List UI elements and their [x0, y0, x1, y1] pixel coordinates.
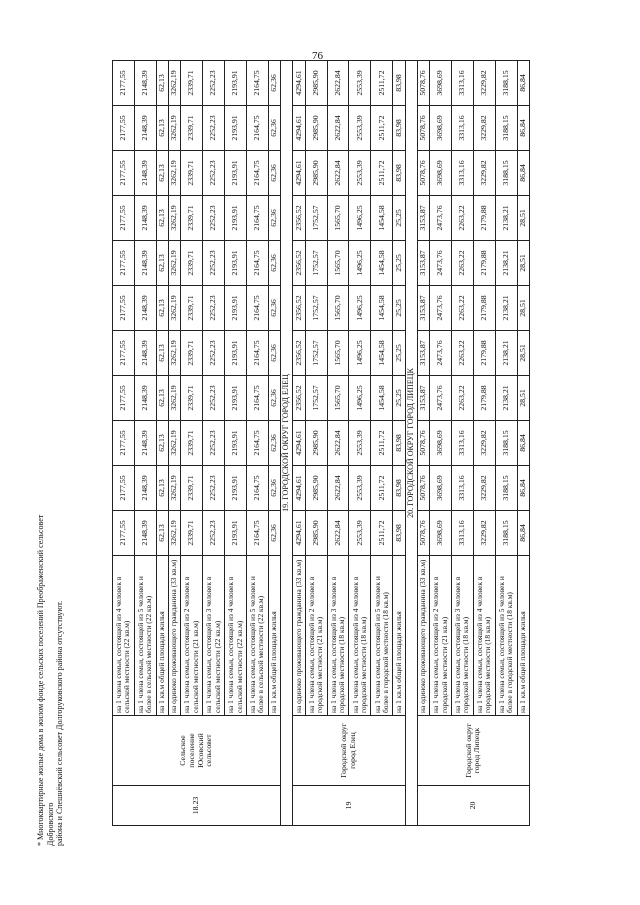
tariff-value-cell: 28,51 [517, 376, 529, 421]
tariff-value-cell: 3262,19 [169, 376, 181, 421]
tariff-value-cell: 1752,57 [305, 376, 327, 421]
tariff-value-cell: 1565,70 [327, 286, 349, 331]
tariff-value-cell: 2252,23 [203, 196, 225, 241]
tariff-value-cell: 2622,84 [327, 511, 349, 556]
tariff-value-cell: 2339,71 [181, 286, 203, 331]
tariff-value-cell: 5078,76 [417, 151, 429, 196]
district-yelets-number: 19 [293, 786, 405, 826]
tariff-value-cell: 62,36 [268, 511, 280, 556]
tariff-value-cell: 3698,69 [430, 106, 452, 151]
tariff-value-cell: 2193,91 [225, 376, 247, 421]
tariff-value-cell: 2177,55 [113, 61, 135, 106]
tariff-value-cell: 1752,57 [305, 241, 327, 286]
tariff-value-cell: 2164,75 [246, 106, 268, 151]
section-title-lipetsk: 20. ГОРОДСКОЙ ОКРУГ ГОРОД ЛИПЕЦК [405, 61, 417, 826]
tariff-value-cell: 2193,91 [225, 331, 247, 376]
tariff-value-cell: 3698,69 [430, 466, 452, 511]
tariff-value-cell: 4294,61 [293, 151, 305, 196]
tariff-value-cell: 1752,57 [305, 196, 327, 241]
tariff-value-cell: 62,13 [156, 106, 168, 151]
table-row [473, 61, 495, 826]
tariff-value-cell: 83,98 [393, 61, 405, 106]
tariff-value-cell: 1454,58 [371, 376, 393, 421]
tariff-value-cell: 83,98 [393, 421, 405, 466]
tariff-value-cell: 2511,72 [371, 421, 393, 466]
section-row [405, 61, 417, 826]
table-row [305, 61, 327, 826]
tariff-value-cell: 2252,23 [203, 61, 225, 106]
tariff-value-cell: 3188,15 [495, 466, 517, 511]
tariff-value-cell: 62,13 [156, 511, 168, 556]
table-row [417, 61, 429, 826]
tariff-value-cell: 62,13 [156, 286, 168, 331]
tariff-value-cell: 4294,61 [293, 61, 305, 106]
tariff-value-cell: 2177,55 [113, 196, 135, 241]
tariff-value-cell: 2164,75 [246, 241, 268, 286]
tariff-value-cell: 62,36 [268, 286, 280, 331]
tariff-value-cell: 2177,55 [113, 151, 135, 196]
tariff-value-cell: 3188,15 [495, 151, 517, 196]
tariff-value-cell: 2356,52 [293, 376, 305, 421]
table-row [134, 61, 156, 826]
tariff-value-cell: 28,51 [517, 286, 529, 331]
table-row [246, 61, 268, 826]
tariff-value-cell: 5078,76 [417, 511, 429, 556]
tariff-value-cell: 1752,57 [305, 286, 327, 331]
row-description: на 1 члена семьи, состоящей из 5 человек и более в сельской местности (22 кв.м) [246, 556, 268, 716]
tariff-value-cell: 2356,52 [293, 331, 305, 376]
table-row [113, 61, 135, 826]
tariff-value-cell: 4294,61 [293, 466, 305, 511]
tariff-value-cell: 4294,61 [293, 106, 305, 151]
row-description: на 1 члена семьи, состоящей из 2 человек в сельской местности (21 кв.м) [181, 556, 203, 716]
tariff-value-cell: 62,13 [156, 466, 168, 511]
tariff-value-cell: 2148,39 [134, 421, 156, 466]
tariff-value-cell: 62,36 [268, 151, 280, 196]
tariff-value-cell: 3262,19 [169, 331, 181, 376]
tariff-value-cell: 3262,19 [169, 421, 181, 466]
tariff-value-cell: 2553,39 [349, 106, 371, 151]
tariff-table [112, 60, 530, 826]
table-row [452, 61, 474, 826]
tariff-value-cell: 86,84 [517, 421, 529, 466]
tariff-value-cell: 62,13 [156, 376, 168, 421]
tariff-value-cell: 3313,16 [452, 61, 474, 106]
tariff-value-cell: 1454,58 [371, 286, 393, 331]
tariff-value-cell: 2138,21 [495, 241, 517, 286]
tariff-value-cell: 3188,15 [495, 106, 517, 151]
tariff-value-cell: 2339,71 [181, 331, 203, 376]
tariff-value-cell: 2339,71 [181, 376, 203, 421]
tariff-value-cell: 2164,75 [246, 376, 268, 421]
tariff-value-cell: 3262,19 [169, 241, 181, 286]
tariff-value-cell: 3153,87 [417, 331, 429, 376]
tariff-value-cell: 2263,22 [452, 331, 474, 376]
tariff-value-cell: 2473,76 [430, 241, 452, 286]
table-row [203, 61, 225, 826]
tariff-value-cell: 62,36 [268, 196, 280, 241]
tariff-value-cell: 25,25 [393, 331, 405, 376]
section-row [281, 61, 293, 826]
tariff-value-cell: 2179,88 [473, 376, 495, 421]
tariff-value-cell: 25,25 [393, 286, 405, 331]
row-description: на одиноко проживающего гражданина (33 кв.м) [293, 556, 305, 716]
tariff-value-cell: 3313,16 [452, 511, 474, 556]
tariff-value-cell: 5078,76 [417, 421, 429, 466]
tariff-value-cell: 86,84 [517, 466, 529, 511]
tariff-value-cell: 1496,25 [349, 196, 371, 241]
tariff-value-cell: 2148,39 [134, 196, 156, 241]
tariff-value-cell: 3698,69 [430, 511, 452, 556]
tariff-value-cell: 28,51 [517, 241, 529, 286]
tariff-value-cell: 2193,91 [225, 151, 247, 196]
tariff-value-cell: 2252,23 [203, 106, 225, 151]
tariff-value-cell: 2252,23 [203, 511, 225, 556]
tariff-value-cell: 2985,90 [305, 61, 327, 106]
tariff-value-cell: 3153,87 [417, 241, 429, 286]
row-description: на 1 кв.м общей площади жилья [393, 556, 405, 716]
table-row [393, 61, 405, 826]
row-description: на 1 члена семьи, состоящей из 3 человек в городской местности (18 кв.м) [327, 556, 349, 716]
tariff-value-cell: 5078,76 [417, 106, 429, 151]
tariff-value-cell: 2985,90 [305, 106, 327, 151]
tariff-value-cell: 2177,55 [113, 241, 135, 286]
tariff-value-cell: 2622,84 [327, 466, 349, 511]
tariff-value-cell: 2339,71 [181, 151, 203, 196]
tariff-value-cell: 2252,23 [203, 376, 225, 421]
tariff-value-cell: 3262,19 [169, 151, 181, 196]
tariff-value-cell: 62,13 [156, 61, 168, 106]
tariff-value-cell: 3188,15 [495, 511, 517, 556]
tariff-value-cell: 3153,87 [417, 286, 429, 331]
tariff-value-cell: 2164,75 [246, 196, 268, 241]
tariff-value-cell: 2263,22 [452, 286, 474, 331]
row-description: на 1 кв.м общей площади жилья [517, 556, 529, 716]
tariff-value-cell: 2985,90 [305, 466, 327, 511]
tariff-value-cell: 2164,75 [246, 331, 268, 376]
tariff-value-cell: 3313,16 [452, 421, 474, 466]
tariff-value-cell: 2252,23 [203, 331, 225, 376]
tariff-value-cell: 2622,84 [327, 61, 349, 106]
tariff-value-cell: 2179,88 [473, 241, 495, 286]
table-row [430, 61, 452, 826]
tariff-value-cell: 2177,55 [113, 106, 135, 151]
tariff-value-cell: 2193,91 [225, 511, 247, 556]
tariff-value-cell: 1565,70 [327, 376, 349, 421]
tariff-value-cell: 2177,55 [113, 466, 135, 511]
table-row [495, 61, 517, 826]
tariff-value-cell: 2339,71 [181, 511, 203, 556]
tariff-value-cell: 62,36 [268, 376, 280, 421]
tariff-value-cell: 2473,76 [430, 376, 452, 421]
table-row [156, 61, 168, 826]
tariff-value-cell: 3153,87 [417, 376, 429, 421]
district-yelets-name: Городской округ город Елец [293, 716, 405, 786]
tariff-value-cell: 2263,22 [452, 196, 474, 241]
row-description: на 1 члена семьи, состоящей из 5 человек и более в городской местности (18 кв.м) [495, 556, 517, 716]
tariff-value-cell: 3262,19 [169, 196, 181, 241]
tariff-value-cell: 2263,22 [452, 376, 474, 421]
tariff-value-cell: 4294,61 [293, 511, 305, 556]
row-description: на 1 кв.м общей площади жилья [268, 556, 280, 716]
row-description: на 1 члена семьи, состоящей из 4 человек в сельской местности (22 кв.м) [113, 556, 135, 716]
tariff-value-cell: 3313,16 [452, 106, 474, 151]
tariff-value-cell: 2148,39 [134, 376, 156, 421]
tariff-value-cell: 62,13 [156, 421, 168, 466]
tariff-value-cell: 2193,91 [225, 466, 247, 511]
tariff-value-cell: 1565,70 [327, 241, 349, 286]
tariff-value-cell: 2252,23 [203, 151, 225, 196]
tariff-value-cell: 2263,22 [452, 241, 474, 286]
row-description: на 1 члена семьи, состоящей из 2 человек в городской местности (21 кв.м) [305, 556, 327, 716]
tariff-value-cell: 2356,52 [293, 196, 305, 241]
tariff-value-cell: 3229,82 [473, 151, 495, 196]
tariff-value-cell: 4294,61 [293, 421, 305, 466]
tariff-value-cell: 2252,23 [203, 286, 225, 331]
tariff-value-cell: 1752,57 [305, 331, 327, 376]
tariff-value-cell: 2511,72 [371, 511, 393, 556]
tariff-value-cell: 2511,72 [371, 106, 393, 151]
footnote-line-1: * Многоквартирные жилые дома в жилом фонде сельских поселений Преображенский сельсовет Добровского [36, 514, 55, 846]
tariff-value-cell: 2193,91 [225, 286, 247, 331]
tariff-value-cell: 2193,91 [225, 61, 247, 106]
table-row [293, 61, 305, 826]
rotated-tariff-table [112, 60, 530, 826]
tariff-value-cell: 3229,82 [473, 511, 495, 556]
tariff-value-cell: 2164,75 [246, 466, 268, 511]
tariff-value-cell: 2177,55 [113, 331, 135, 376]
tariff-value-cell: 2148,39 [134, 151, 156, 196]
tariff-value-cell: 1565,70 [327, 331, 349, 376]
tariff-value-cell: 62,36 [268, 421, 280, 466]
tariff-value-cell: 2164,75 [246, 61, 268, 106]
section-title-yelets: 19. ГОРОДСКОЙ ОКРУГ ГОРОД ЕЛЕЦ [281, 61, 293, 826]
tariff-value-cell: 1454,58 [371, 196, 393, 241]
table-row [327, 61, 349, 826]
tariff-value-cell: 62,36 [268, 241, 280, 286]
row-description: на 1 члена семьи, состоящей из 4 человек в городской местности (18 кв.м) [349, 556, 371, 716]
tariff-value-cell: 3229,82 [473, 61, 495, 106]
tariff-value-cell: 2339,71 [181, 106, 203, 151]
row-description: на 1 кв.м общей площади жилья [156, 556, 168, 716]
tariff-value-cell: 3262,19 [169, 511, 181, 556]
tariff-value-cell: 2164,75 [246, 286, 268, 331]
tariff-value-cell: 2252,23 [203, 241, 225, 286]
row-description: на 1 члена семьи, состоящей из 5 человек и более в сельской местности (22 кв.м) [134, 556, 156, 716]
tariff-value-cell: 62,36 [268, 106, 280, 151]
row-description: на 1 члена семьи, состоящей из 2 человек в городской местности (21 кв.м) [430, 556, 452, 716]
row-description: на 1 члена семьи, состоящей из 4 человек в городской местности (18 кв.м) [473, 556, 495, 716]
tariff-value-cell: 62,13 [156, 241, 168, 286]
tariff-value-cell: 2148,39 [134, 331, 156, 376]
tariff-value-cell: 1454,58 [371, 241, 393, 286]
tariff-value-cell: 2339,71 [181, 241, 203, 286]
row-description: на 1 члена семьи, состоящей из 3 человек в сельской местности (22 кв.м) [203, 556, 225, 716]
tariff-value-cell: 83,98 [393, 106, 405, 151]
tariff-value-cell: 3698,69 [430, 421, 452, 466]
tariff-value-cell: 2339,71 [181, 61, 203, 106]
tariff-value-cell: 2511,72 [371, 151, 393, 196]
tariff-value-cell: 5078,76 [417, 61, 429, 106]
tariff-value-cell: 62,13 [156, 151, 168, 196]
tariff-value-cell: 28,51 [517, 196, 529, 241]
tariff-value-cell: 2177,55 [113, 376, 135, 421]
table-row [517, 61, 529, 826]
tariff-value-cell: 1496,25 [349, 286, 371, 331]
tariff-value-cell: 2138,21 [495, 286, 517, 331]
tariff-value-cell: 3313,16 [452, 151, 474, 196]
tariff-value-cell: 2252,23 [203, 421, 225, 466]
table-row [268, 61, 280, 826]
tariff-value-cell: 2138,21 [495, 196, 517, 241]
tariff-value-cell: 3188,15 [495, 61, 517, 106]
tariff-value-cell: 2622,84 [327, 151, 349, 196]
tariff-value-cell: 2179,88 [473, 196, 495, 241]
tariff-value-cell: 3229,82 [473, 466, 495, 511]
tariff-value-cell: 2177,55 [113, 286, 135, 331]
tariff-value-cell: 3262,19 [169, 286, 181, 331]
row-description: на 1 члена семьи, состоящей из 4 человек в сельской местности (22 кв.м) [225, 556, 247, 716]
tariff-value-cell: 3698,69 [430, 61, 452, 106]
tariff-value-cell: 1496,25 [349, 241, 371, 286]
tariff-value-cell: 2193,91 [225, 241, 247, 286]
tariff-value-cell: 2148,39 [134, 241, 156, 286]
tariff-value-cell: 62,13 [156, 331, 168, 376]
table-row [371, 61, 393, 826]
tariff-value-cell: 3698,69 [430, 151, 452, 196]
footnote-line-2: района и Спешнёвский сельсовет Долгоруковского района отсутствуют. [55, 600, 65, 846]
tariff-value-cell: 2252,23 [203, 466, 225, 511]
tariff-value-cell: 86,84 [517, 61, 529, 106]
tariff-value-cell: 2511,72 [371, 61, 393, 106]
tariff-value-cell: 86,84 [517, 511, 529, 556]
tariff-value-cell: 25,25 [393, 196, 405, 241]
tariff-value-cell: 2148,39 [134, 286, 156, 331]
tariff-value-cell: 2148,39 [134, 61, 156, 106]
district-lipetsk-number: 20 [417, 786, 529, 826]
table-row [181, 61, 203, 826]
tariff-value-cell: 3153,87 [417, 196, 429, 241]
table-row [225, 61, 247, 826]
tariff-value-cell: 86,84 [517, 106, 529, 151]
tariff-value-cell: 2138,21 [495, 376, 517, 421]
tariff-value-cell: 2985,90 [305, 511, 327, 556]
tariff-value-cell: 1454,58 [371, 331, 393, 376]
tariff-value-cell: 2164,75 [246, 511, 268, 556]
tariff-value-cell: 5078,76 [417, 466, 429, 511]
tariff-value-cell: 2164,75 [246, 151, 268, 196]
row-description: на одиноко проживающего гражданина (33 кв.м) [417, 556, 429, 716]
tariff-value-cell: 1496,25 [349, 376, 371, 421]
tariff-value-cell: 2179,88 [473, 286, 495, 331]
tariff-value-cell: 25,25 [393, 241, 405, 286]
tariff-value-cell: 2193,91 [225, 421, 247, 466]
tariff-value-cell: 3188,15 [495, 421, 517, 466]
tariff-value-cell: 2177,55 [113, 421, 135, 466]
settlement-yusovsky-name: Сельское поселение Юсовский сельсовет [113, 716, 281, 786]
tariff-value-cell: 2553,39 [349, 151, 371, 196]
tariff-value-cell: 2622,84 [327, 106, 349, 151]
tariff-value-cell: 3262,19 [169, 466, 181, 511]
tariff-value-cell: 1565,70 [327, 196, 349, 241]
tariff-value-cell: 2553,39 [349, 511, 371, 556]
tariff-value-cell: 2177,55 [113, 511, 135, 556]
tariff-value-cell: 62,36 [268, 466, 280, 511]
tariff-value-cell: 83,98 [393, 466, 405, 511]
row-description: на 1 члена семьи, состоящей из 3 человек в городской местности (18 кв.м) [452, 556, 474, 716]
tariff-value-cell: 2339,71 [181, 421, 203, 466]
tariff-value-cell: 2985,90 [305, 421, 327, 466]
tariff-value-cell: 2356,52 [293, 286, 305, 331]
tariff-value-cell: 86,84 [517, 151, 529, 196]
district-lipetsk-name: Городской округ город Липецк [417, 716, 529, 786]
tariff-value-cell: 2356,52 [293, 241, 305, 286]
tariff-value-cell: 2339,71 [181, 196, 203, 241]
tariff-value-cell: 2473,76 [430, 286, 452, 331]
tariff-value-cell: 3229,82 [473, 421, 495, 466]
tariff-value-cell: 1496,25 [349, 331, 371, 376]
tariff-value-cell: 62,36 [268, 61, 280, 106]
tariff-value-cell: 2622,84 [327, 421, 349, 466]
tariff-value-cell: 83,98 [393, 151, 405, 196]
page-number: 76 [312, 50, 323, 62]
tariff-value-cell: 25,25 [393, 376, 405, 421]
tariff-value-cell: 2148,39 [134, 106, 156, 151]
tariff-value-cell: 2985,90 [305, 151, 327, 196]
tariff-value-cell: 28,51 [517, 331, 529, 376]
row-description: на одиноко проживающего гражданина (33 кв.м) [169, 556, 181, 716]
tariff-value-cell: 2473,76 [430, 196, 452, 241]
tariff-value-cell: 2179,88 [473, 331, 495, 376]
tariff-value-cell: 2511,72 [371, 466, 393, 511]
table-row [349, 61, 371, 826]
table-row [169, 61, 181, 826]
tariff-value-cell: 2193,91 [225, 196, 247, 241]
tariff-value-cell: 3313,16 [452, 466, 474, 511]
tariff-value-cell: 2148,39 [134, 466, 156, 511]
tariff-value-cell: 2138,21 [495, 331, 517, 376]
tariff-value-cell: 2553,39 [349, 466, 371, 511]
tariff-value-cell: 2164,75 [246, 421, 268, 466]
tariff-value-cell: 2553,39 [349, 421, 371, 466]
tariff-value-cell: 3262,19 [169, 106, 181, 151]
tariff-value-cell: 3262,19 [169, 61, 181, 106]
tariff-value-cell: 2473,76 [430, 331, 452, 376]
tariff-value-cell: 83,98 [393, 511, 405, 556]
tariff-value-cell: 2339,71 [181, 466, 203, 511]
tariff-value-cell: 62,36 [268, 331, 280, 376]
tariff-value-cell: 2148,39 [134, 511, 156, 556]
tariff-value-cell: 3229,82 [473, 106, 495, 151]
settlement-yusovsky-number: 18.23 [113, 786, 281, 826]
footnote [36, 506, 66, 846]
tariff-value-cell: 62,13 [156, 196, 168, 241]
tariff-value-cell: 2553,39 [349, 61, 371, 106]
tariff-value-cell: 2193,91 [225, 106, 247, 151]
row-description: на 1 члена семьи, состоящей из 5 человек и более в городской местности (18 кв.м) [371, 556, 393, 716]
